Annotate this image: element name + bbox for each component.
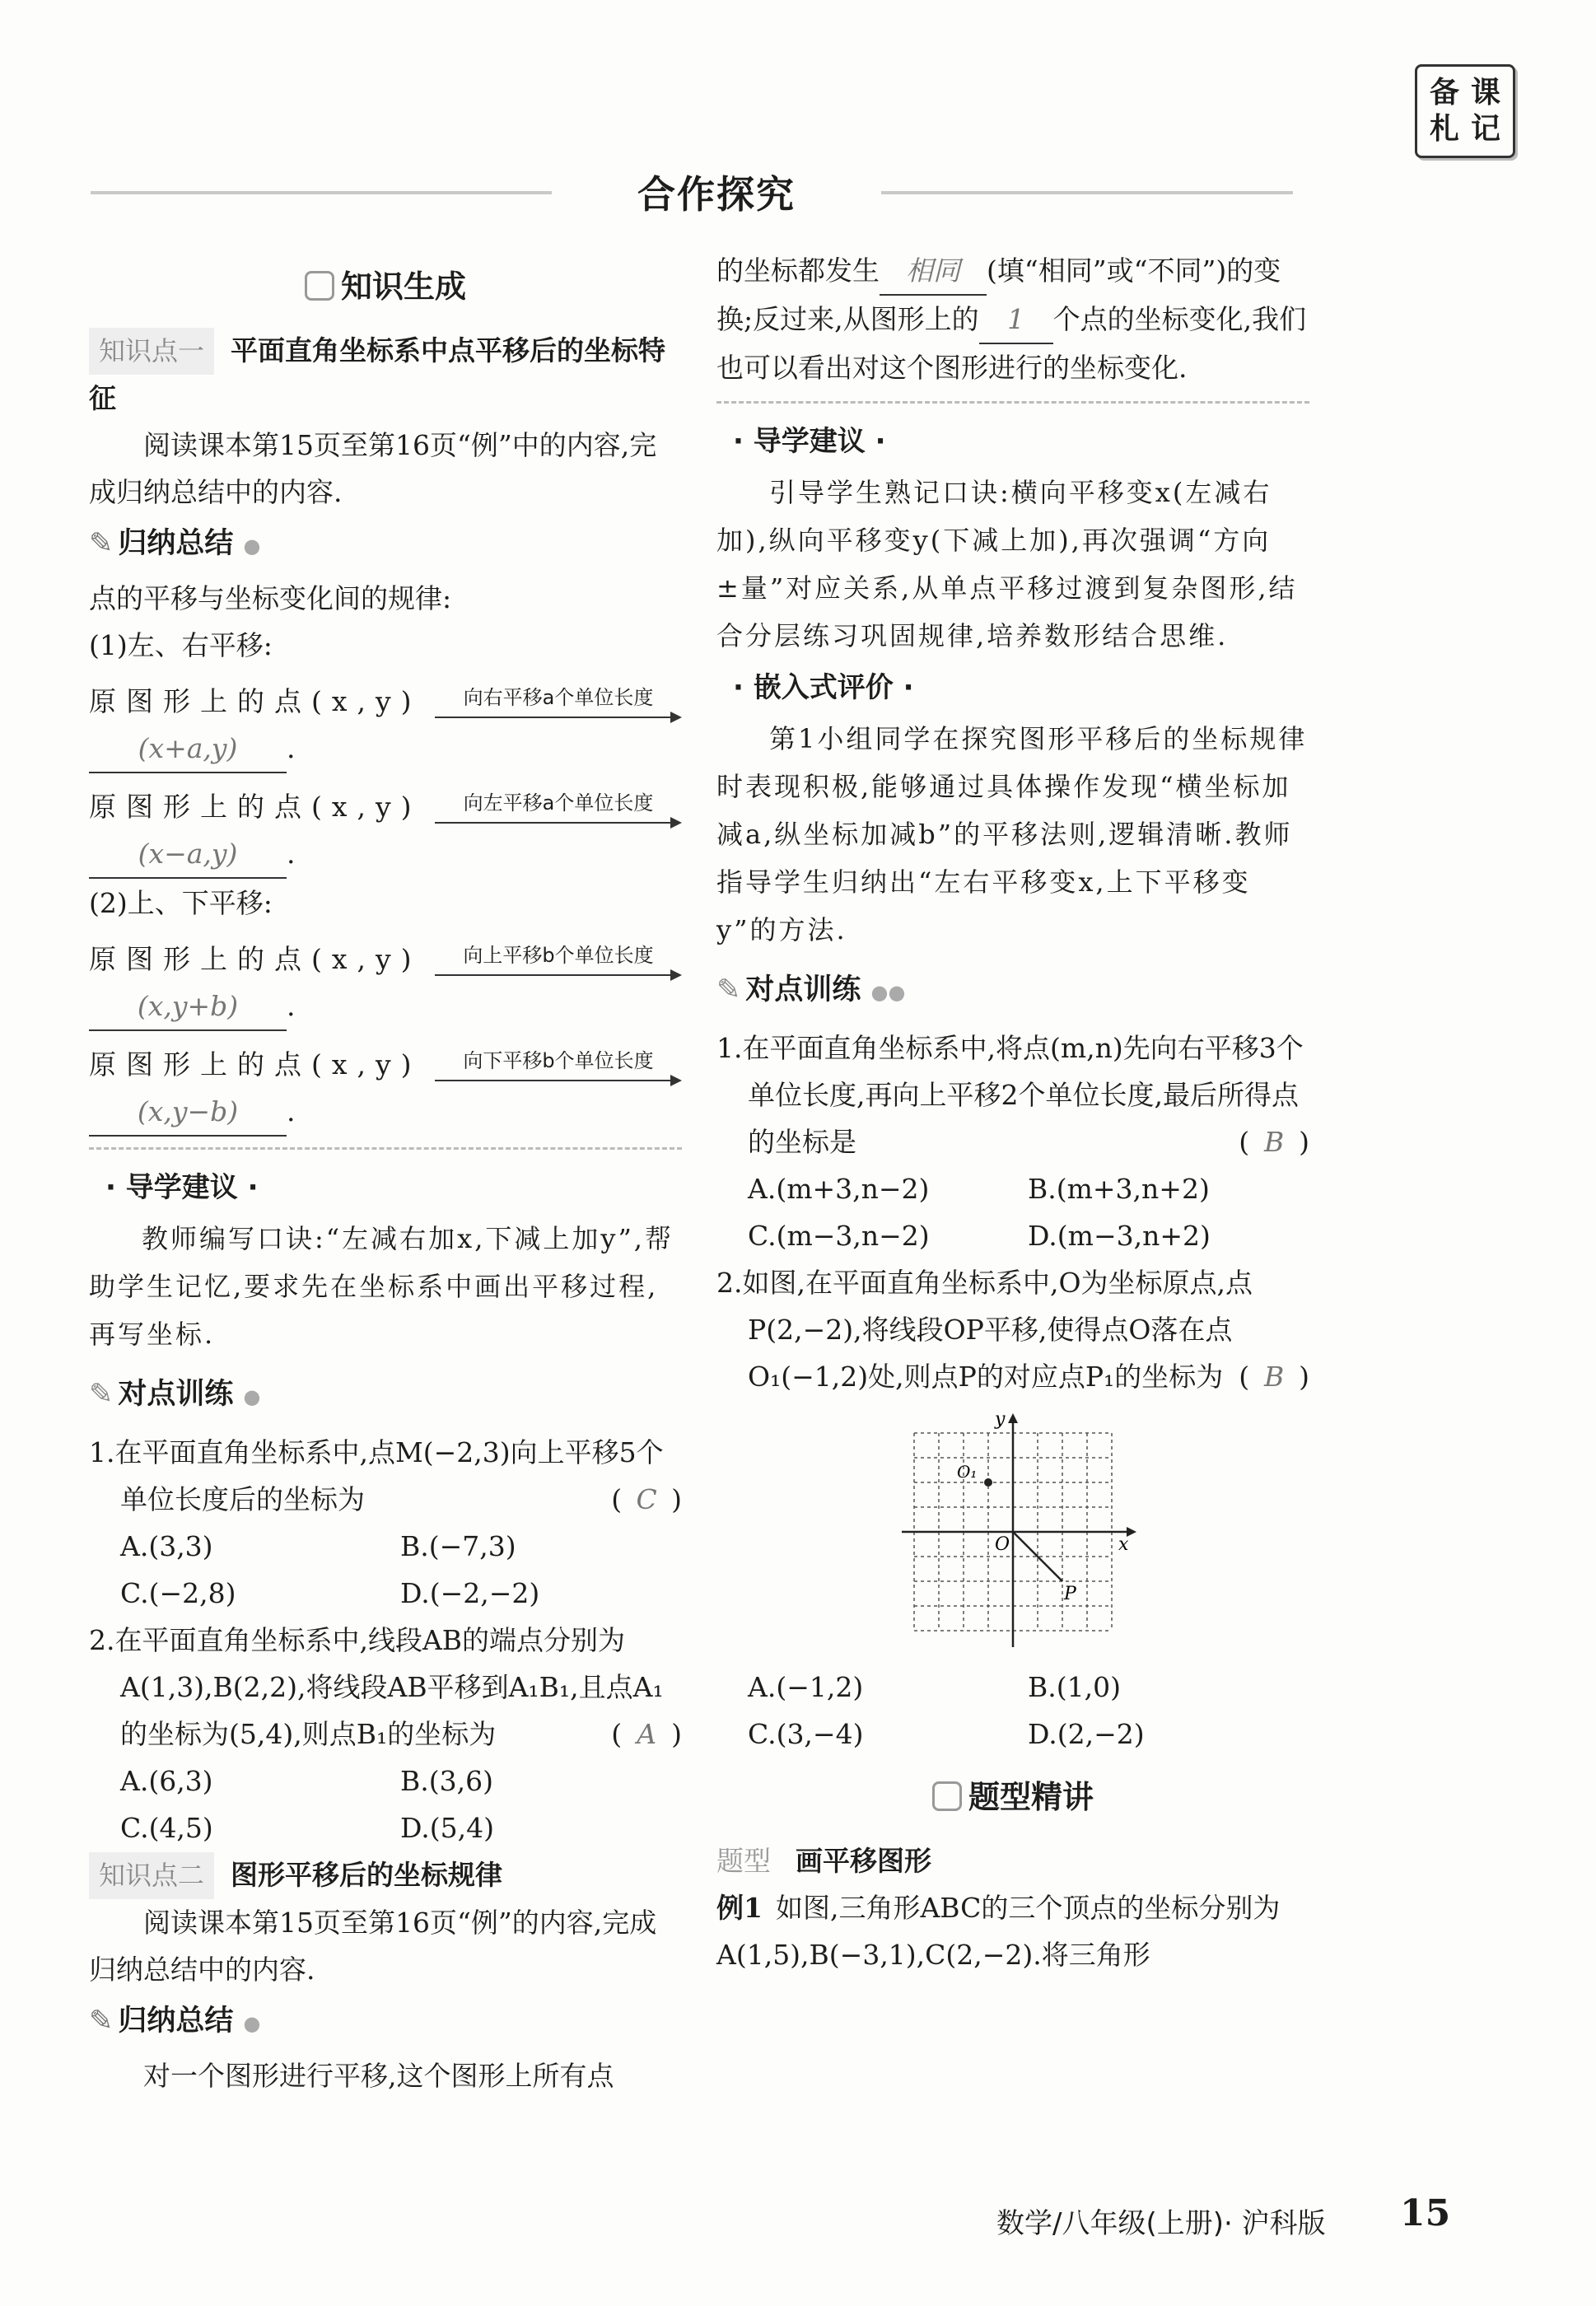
answer-row: (x+a,y) . — [89, 725, 682, 774]
pencil-icon: ✎ — [716, 973, 741, 1006]
kp-tag: 知识点一 — [89, 328, 214, 375]
option: D.(m−3,n+2) — [1028, 1220, 1211, 1252]
answer-choice: B — [1263, 1126, 1285, 1158]
options — [89, 1523, 682, 1617]
knowledge-point-1 — [89, 327, 682, 422]
corner-char: 备 — [1429, 76, 1459, 110]
guide-text: 引导学生熟记口诀:横向平移变x(左减右加),纵向平移变y(下减上加),再次强调“方向±量”对应关系,从单点平移过渡到复杂图形,结合分层练习巩固规律,培养数形结合思维. — [716, 477, 1298, 651]
option: D.(2,−2) — [1028, 1718, 1145, 1750]
example — [716, 1884, 1309, 1978]
option: C.(−2,8) — [120, 1577, 236, 1609]
option: A.(m+3,n−2) — [748, 1173, 930, 1205]
option: A.(3,3) — [120, 1530, 213, 1562]
rule-row: 原图形上的点(x,y) 向右平移a个单位长度 — [89, 669, 682, 725]
option: B.(1,0) — [1028, 1671, 1121, 1703]
corner-char: 课 — [1470, 76, 1500, 110]
answer-choice: A — [637, 1718, 657, 1750]
section-heading: 知识生成 — [89, 264, 682, 310]
training-heading: ✎ 对点训练 ● — [89, 1378, 261, 1411]
kp-title: 图形平移后的坐标规律 — [231, 1859, 503, 1891]
summary-intro: 点的平移与坐标变化间的规律: — [89, 582, 452, 614]
answer-row: (x−a,y) . — [89, 830, 682, 880]
type-title: 画平移图形 — [796, 1845, 931, 1877]
grid-svg — [898, 1408, 1145, 1655]
title-rule-right — [881, 191, 1293, 194]
kp-title: 平面直角坐标系中点平移后的坐标特征 — [89, 334, 666, 414]
knowledge-point-2 — [89, 1851, 682, 1899]
option: C.(3,−4) — [748, 1718, 864, 1750]
page-title: 合作探究 — [637, 172, 796, 217]
option: D.(5,4) — [400, 1812, 495, 1844]
rule-row: 原图形上的点(x,y) 向上平移b个单位长度 — [89, 927, 682, 983]
book-icon — [305, 271, 334, 301]
x-label: x — [1118, 1534, 1129, 1555]
footer-book-title: 数学/八年级(上册)· 沪科版 — [996, 2207, 1326, 2240]
lesson-notes-box — [1415, 64, 1515, 158]
guide-heading: · 导学建议 · — [105, 1171, 259, 1204]
y-label: y — [995, 1409, 1006, 1430]
arrow-icon: 向下平移b个单位长度 — [435, 1055, 682, 1088]
pencil-icon: ✎ — [89, 1378, 114, 1411]
page-number: 15 — [1400, 2192, 1451, 2234]
option: D.(−2,−2) — [400, 1577, 540, 1609]
arrow-icon: 向右平移a个单位长度 — [435, 692, 682, 725]
option: A.(−1,2) — [748, 1671, 864, 1703]
corner-char: 札 — [1429, 112, 1459, 146]
type-row — [716, 1837, 1309, 1884]
reading-instruction: 阅读课本第15页至第16页“例”的内容,完成归纳总结中的内容. — [89, 1907, 657, 1986]
kp-tag: 知识点二 — [89, 1852, 214, 1899]
guide-text: 教师编写口诀:“左减右加x,下减上加y”,帮助学生记忆,要求先在坐标系中画出平移过程,再写坐标. — [89, 1223, 674, 1350]
summary-heading: ✎ 归纳总结 ● — [89, 2005, 261, 2038]
summary-text: 对一个图形进行平移,这个图形上所有点 — [143, 2060, 614, 2092]
option: C.(m−3,n−2) — [748, 1220, 930, 1252]
divider — [89, 1147, 682, 1150]
options — [716, 1664, 1309, 1758]
pencil-icon: ✎ — [89, 527, 114, 560]
arrow-icon: 向上平移b个单位长度 — [435, 950, 682, 983]
options — [89, 1758, 682, 1851]
divider — [716, 401, 1309, 404]
rule-row: 原图形上的点(x,y) 向下平移b个单位长度 — [89, 1032, 682, 1088]
question: 2.如图,在平面直角坐标系中,O为坐标原点,点P(2,−2),将线段OP平移,使得点O落在点O₁(−1,2)处,则点P的对应点P₁的坐标为 ( B ) — [716, 1259, 1309, 1400]
example-text: 如图,三角形ABC的三个顶点的坐标分别为A(1,5),B(−3,1),C(2,−2).将三角形 — [716, 1892, 1281, 1971]
fill-blank: 相同 — [880, 247, 987, 296]
arrow-icon: 向左平移a个单位长度 — [435, 797, 682, 830]
p-label: P — [1064, 1584, 1076, 1604]
reading-instruction: 阅读课本第15页至第16页“例”中的内容,完成归纳总结中的内容. — [89, 429, 657, 508]
answer-choice: C — [636, 1483, 657, 1515]
option: B.(m+3,n+2) — [1028, 1173, 1210, 1205]
summary-continued: 的坐标都发生 相同 (填“相同”或“不同”)的变换;反过来,从图形上的 1 个点的坐标变化,我们也可以看出对这个图形进行的坐标变化. — [716, 247, 1309, 391]
question: 2.在平面直角坐标系中,线段AB的端点分别为A(1,3),B(2,2),将线段AB平移到A₁B₁,且点A₁的坐标为(5,4),则点B₁的坐标为 ( A ) — [89, 1617, 682, 1758]
option: C.(4,5) — [120, 1812, 213, 1844]
o1-label: O₁ — [957, 1462, 978, 1482]
corner-char: 记 — [1470, 112, 1500, 146]
subheading-vertical: (2)上、下平移: — [89, 887, 273, 919]
title-rule-left — [91, 191, 552, 194]
training-heading: ✎ 对点训练 ●● — [716, 973, 906, 1006]
example-label: 例1 — [716, 1892, 763, 1924]
pencil-icon: ✎ — [89, 2005, 114, 2038]
subheading-horizontal: (1)左、右平移: — [89, 629, 273, 661]
answer-row: (x,y−b) . — [89, 1088, 682, 1137]
question: 1.在平面直角坐标系中,点M(−2,3)向上平移5个单位长度后的坐标为 ( C ) — [89, 1429, 682, 1523]
type-tag: 题型 — [716, 1845, 771, 1877]
question: 1.在平面直角坐标系中,将点(m,n)先向右平移3个单位长度,再向上平移2个单位长度,最后所得点的坐标是 ( B ) — [716, 1025, 1309, 1165]
y-axis-arrow-icon — [1008, 1413, 1018, 1423]
answer-row: (x,y+b) . — [89, 983, 682, 1032]
left-column — [89, 247, 682, 2099]
evaluation-heading: · 嵌入式评价 · — [733, 671, 914, 704]
summary-heading: ✎ 归纳总结 ● — [89, 527, 261, 560]
guide-heading: · 导学建议 · — [733, 425, 886, 458]
option: B.(−7,3) — [400, 1530, 516, 1562]
options — [716, 1165, 1309, 1259]
evaluation-text: 第1小组同学在探究图形平移后的坐标规律时表现积极,能够通过具体操作发现“横坐标加减a,纵坐标加减b”的平移法则,逻辑清晰.教师指导学生归纳出“左右平移变x,上下平移变y”的方法. — [716, 723, 1308, 945]
option: A.(6,3) — [120, 1765, 213, 1797]
right-column — [716, 247, 1309, 1978]
fill-blank: 1 — [979, 296, 1053, 344]
answer-choice: B — [1263, 1361, 1285, 1393]
rule-row: 原图形上的点(x,y) 向左平移a个单位长度 — [89, 774, 682, 830]
book-icon — [932, 1781, 962, 1811]
origin-label: O — [995, 1534, 1010, 1555]
option: B.(3,6) — [400, 1765, 493, 1797]
coordinate-figure — [898, 1408, 1145, 1655]
point-o1 — [984, 1478, 992, 1487]
section-heading: 题型精讲 — [716, 1774, 1309, 1821]
